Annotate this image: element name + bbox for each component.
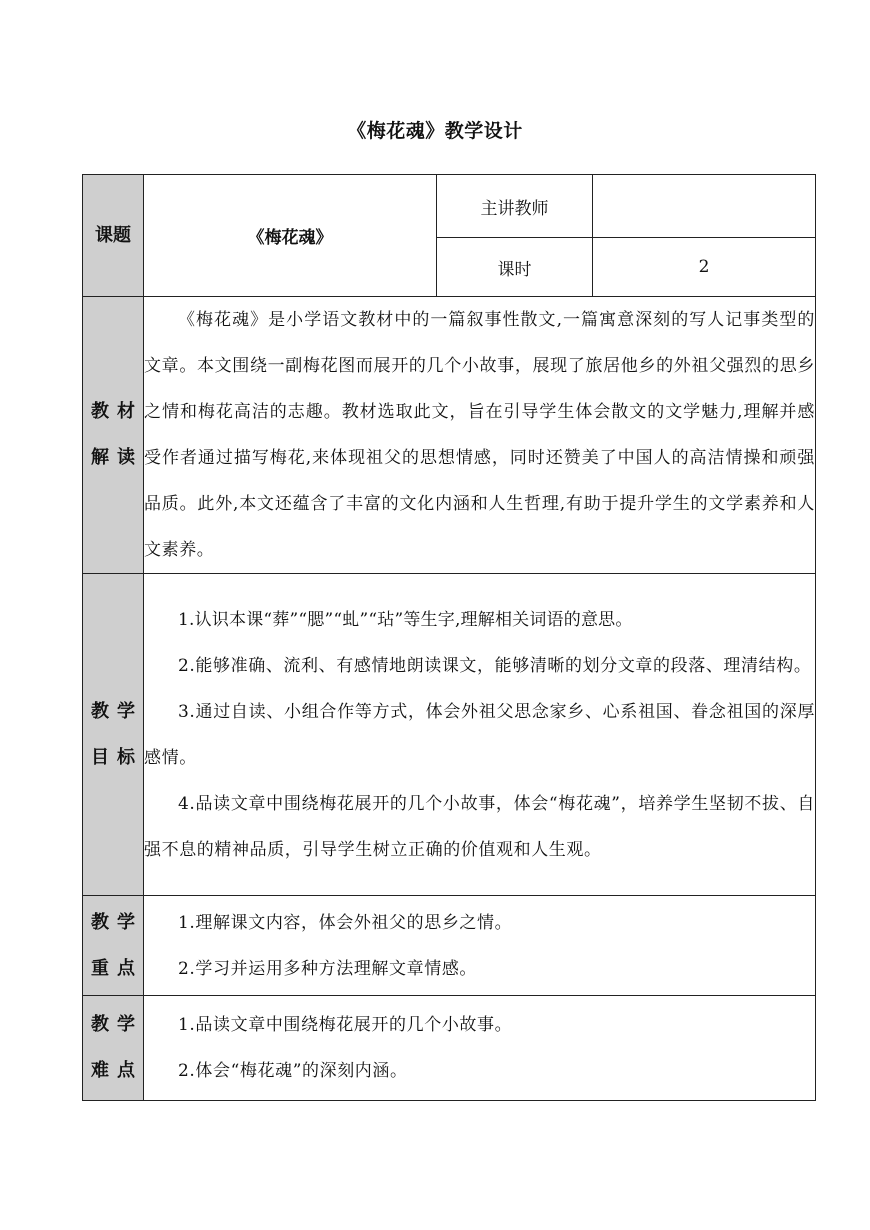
teacher-value [593,175,816,238]
difficulties-row [83,996,816,1101]
key-point-item: 2.学习并运用多种方法理解文章情感。 [178,958,478,979]
key-points-content [144,896,816,996]
goal-item: 4.品读文章中围绕梅花展开的几个小故事，体会“梅花魂”，培养学生坚韧不拔、自强不息的精神品质，引导学生树立正确的价值观和人生观。 [144,793,815,860]
goals-label: 教学目标 [91,700,135,768]
goal-item: 1.认识本课“葬”“腮”“虬”“玷”等生字,理解相关词语的意思。 [178,609,633,630]
header-row-teacher [83,175,816,238]
material-row [83,297,816,574]
goal-item: 2.能够准确、流利、有感情地朗读课文，能够清晰的划分文章的段落、理清结构。 [178,655,812,676]
hours-label: 课时 [437,238,593,297]
material-content [144,297,816,574]
goals-label-cell [83,574,144,896]
difficulties-content [144,996,816,1101]
key-points-label: 教学重点 [91,911,135,979]
goals-row [83,574,816,896]
key-points-label-cell [83,896,144,996]
material-label-cell [83,297,144,574]
difficulties-label: 教学难点 [91,1014,135,1081]
topic-value: 《梅花魂》 [144,175,437,297]
hours-value: 2 [593,238,816,297]
difficulty-item: 2.体会“梅花魂”的深刻内涵。 [178,1061,408,1081]
goal-item: 3.通过自读、小组合作等方式，体会外祖父思念家乡、心系祖国、眷念祖国的深厚感情。 [144,701,815,768]
material-label: 教材解读 [91,401,135,468]
key-point-item: 1.理解课文内容，体会外祖父的思乡之情。 [178,912,513,933]
key-points-row [83,896,816,996]
document-title: 《梅花魂》教学设计 [347,120,523,142]
goals-content [144,574,816,896]
lesson-plan-table [82,174,816,1101]
topic-label-cell [83,175,144,297]
teacher-label: 主讲教师 [437,175,593,238]
topic-label: 课题 [95,224,131,246]
difficulty-item: 1.品读文章中围绕梅花展开的几个小故事。 [178,1015,513,1035]
difficulties-label-cell [83,996,144,1101]
material-paragraph: 《梅花魂》是小学语文教材中的一篇叙事性散文,一篇寓意深刻的写人记事类型的文章。本文围绕一副梅花图而展开的几个小故事，展现了旅居他乡的外祖父强烈的思乡之情和梅花高洁的志趣。教材选取此文，旨在引导学生体会散文的文学魅力,理解并感受作者通过描写梅花,来体现祖父的思想情感，同时还赞美了中国人的高洁情操和顽强品质。此外,本文还蕴含了丰富的文化内涵和人生哲理,有助于提升学生的文学素养和人文素养。 [144,310,815,560]
